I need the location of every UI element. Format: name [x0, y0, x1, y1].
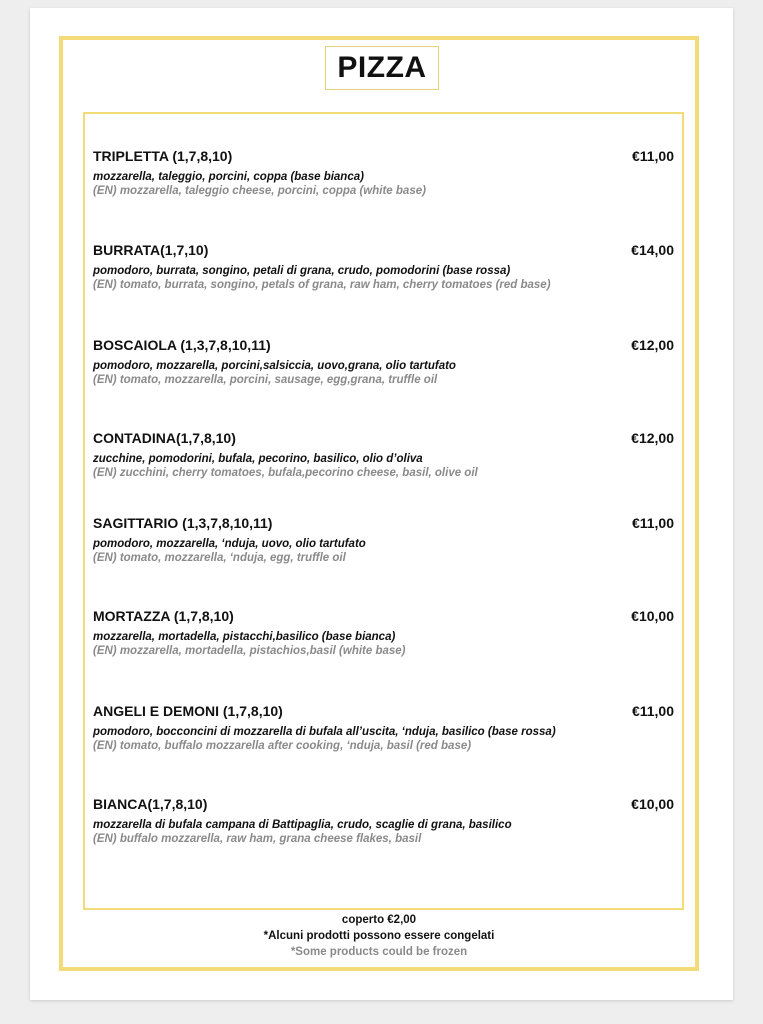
item-description-en: (EN) tomato, mozzarella, ‘nduja, egg, truffle oil [93, 552, 346, 564]
item-price: €11,00 [631, 148, 674, 164]
menu-item-contadina [93, 430, 674, 479]
item-description-it: pomodoro, mozzarella, ‘nduja, uovo, olio tartufato [93, 538, 366, 550]
item-description-it: mozzarella, taleggio, porcini, coppa (base bianca) [93, 171, 364, 183]
page-title: PIZZA [325, 46, 439, 90]
item-name: CONTADINA(1,7,8,10) [93, 430, 236, 446]
frozen-note-en: *Some products could be frozen [290, 946, 468, 958]
item-description-it: pomodoro, burrata, songino, petali di grana, crudo, pomodorini (base rossa) [93, 265, 511, 277]
item-price: €10,00 [631, 608, 674, 624]
menu-item-burrata [93, 242, 674, 291]
item-price: €10,00 [631, 796, 674, 812]
item-description-it: pomodoro, bocconcini di mozzarella di bufala all’uscita, ‘nduja, basilico (base rossa) [93, 726, 556, 738]
item-name: SAGITTARIO (1,3,7,8,10,11) [93, 515, 273, 531]
item-name: ANGELI E DEMONI (1,7,8,10) [93, 703, 283, 719]
item-name: TRIPLETTA (1,7,8,10) [93, 148, 233, 164]
cover-charge: coperto €2,00 [341, 914, 417, 926]
item-description-it: mozzarella, mortadella, pistacchi,basilico (base bianca) [93, 631, 396, 643]
item-description-en: (EN) tomato, mozzarella, porcini, sausage, egg,grana, truffle oil [93, 374, 438, 386]
item-description-en: (EN) buffalo mozzarella, raw ham, grana cheese flakes, basil [93, 833, 422, 845]
menu-item-bianca [93, 796, 674, 845]
menu-item-sagittario [93, 515, 674, 564]
item-name: BIANCA(1,7,8,10) [93, 796, 208, 812]
menu-item-mortazza [93, 608, 674, 657]
item-price: €12,00 [631, 430, 674, 446]
frozen-note-it: *Alcuni prodotti possono essere congelati [263, 930, 495, 942]
menu-item-angeli-e-demoni [93, 703, 674, 752]
item-price: €12,00 [631, 337, 674, 353]
item-description-en: (EN) zucchini, cherry tomatoes, bufala,pecorino cheese, basil, olive oil [93, 467, 478, 479]
item-description-en: (EN) tomato, burrata, songino, petals of grana, raw ham, cherry tomatoes (red base) [93, 279, 551, 291]
menu-item-tripletta [93, 148, 674, 197]
item-price: €11,00 [631, 703, 674, 719]
item-description-it: zucchine, pomodorini, bufala, pecorino, basilico, olio d’oliva [93, 453, 423, 465]
item-description-it: mozzarella di bufala campana di Battipaglia, crudo, scaglie di grana, basilico [93, 819, 512, 831]
item-name: BOSCAIOLA (1,3,7,8,10,11) [93, 337, 271, 353]
item-price: €11,00 [631, 515, 674, 531]
item-name: BURRATA(1,7,10) [93, 242, 209, 258]
item-description-it: pomodoro, mozzarella, porcini,salsiccia, uovo,grana, olio tartufato [93, 360, 456, 372]
item-description-en: (EN) mozzarella, mortadella, pistachios,basil (white base) [93, 645, 406, 657]
item-price: €14,00 [631, 242, 674, 258]
menu-item-boscaiola [93, 337, 674, 386]
menu-frame [83, 112, 684, 910]
item-name: MORTAZZA (1,7,8,10) [93, 608, 234, 624]
item-description-en: (EN) tomato, buffalo mozzarella after cooking, ‘nduja, basil (red base) [93, 740, 472, 752]
item-description-en: (EN) mozzarella, taleggio cheese, porcini, coppa (white base) [93, 185, 426, 197]
